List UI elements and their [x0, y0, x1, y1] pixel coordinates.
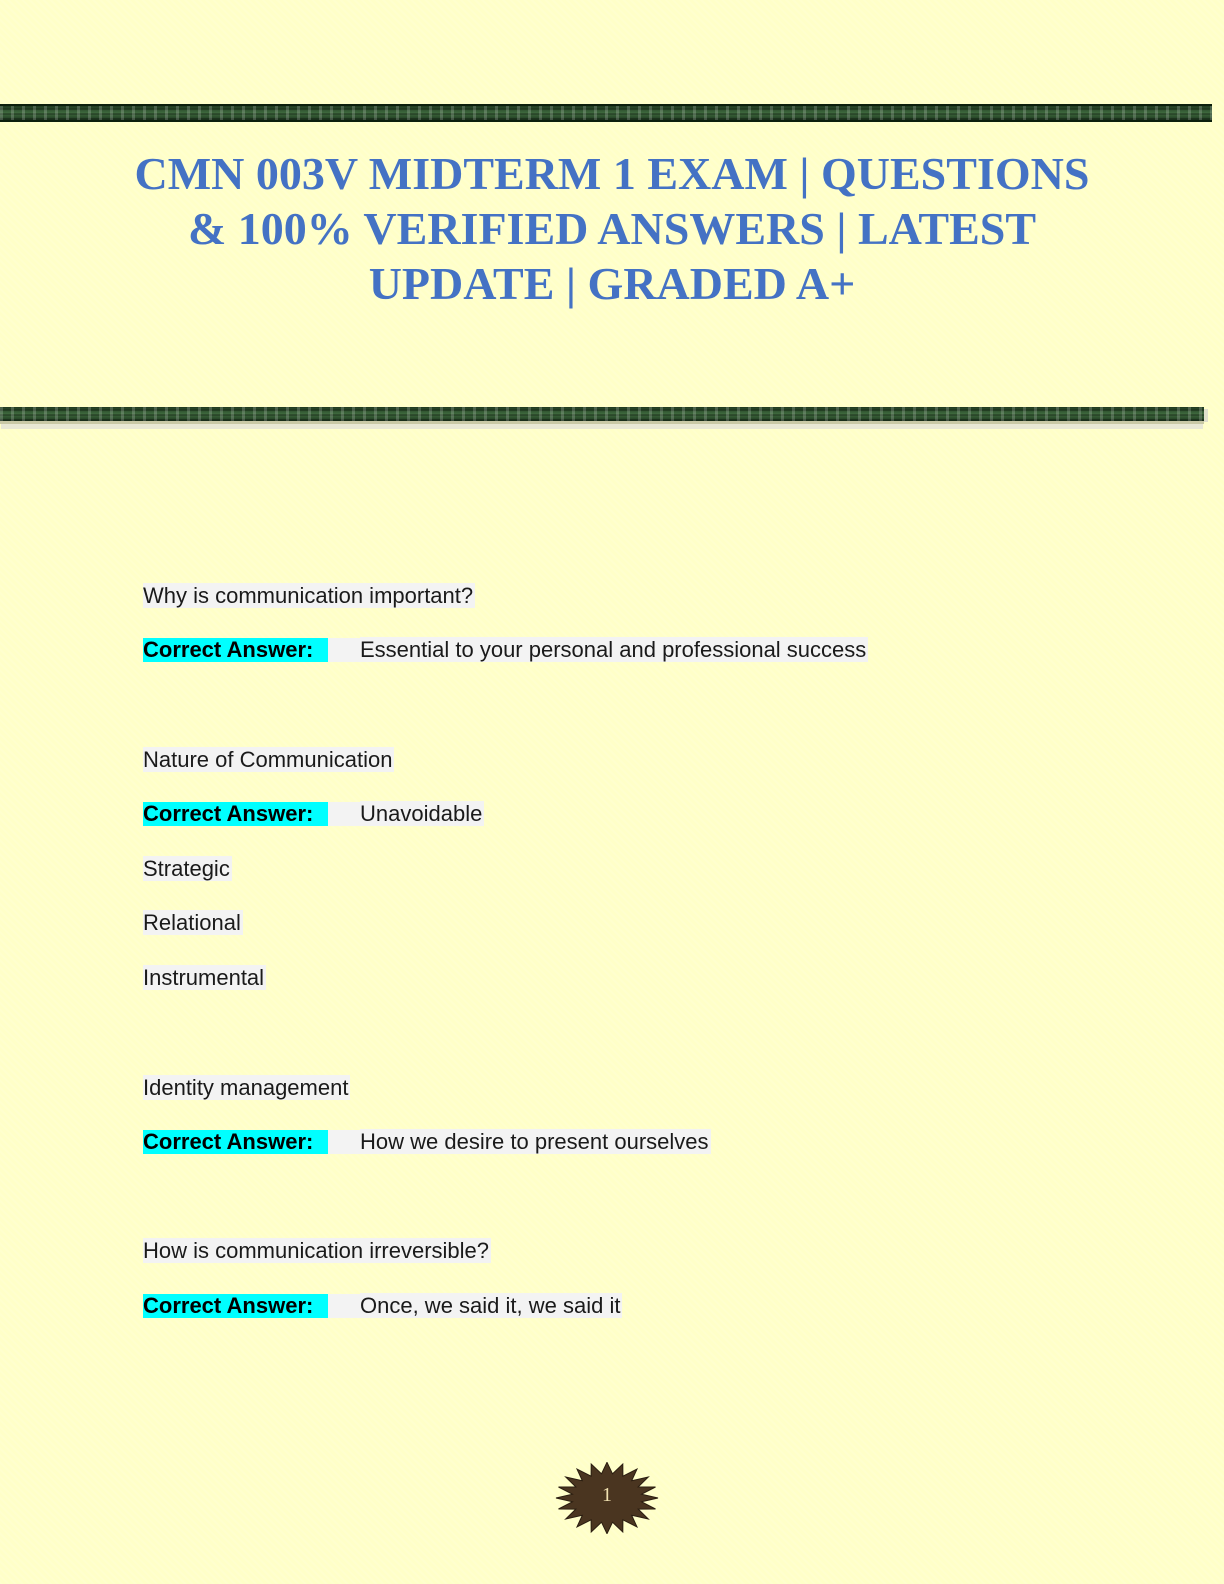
- answer-continuation: [143, 966, 266, 990]
- top-decorative-rule: [0, 104, 1212, 122]
- answer-text: Unavoidable: [360, 801, 483, 826]
- answer-text: Essential to your personal and professional success: [360, 637, 867, 662]
- question-text: Why is communication important?: [143, 583, 474, 608]
- correct-answer-label: Correct Answer:: [143, 1130, 328, 1154]
- answer-row: [143, 1130, 711, 1154]
- bottom-decorative-rule: [0, 407, 1204, 424]
- question: [143, 584, 475, 608]
- page-number: 1: [602, 1484, 612, 1506]
- question-text: Nature of Communication: [143, 747, 393, 772]
- correct-answer-label: Correct Answer:: [143, 1294, 328, 1318]
- answer-text: Once, we said it, we said it: [360, 1293, 621, 1318]
- question-text: Identity management: [143, 1075, 349, 1100]
- document-title: CMN 003V MIDTERM 1 EXAM | QUESTIONS & 100% VERIFIED ANSWERS | LATEST UPDATE | GRADED A+: [134, 148, 1090, 309]
- page-number-badge: [555, 1462, 659, 1534]
- answer-text: How we desire to present ourselves: [360, 1129, 709, 1154]
- question-text: How is communication irreversible?: [143, 1238, 490, 1263]
- answer-continuation: [143, 911, 243, 935]
- answer-line: Relational: [143, 910, 241, 935]
- answer-row: [143, 802, 484, 826]
- correct-answer-label: Correct Answer:: [143, 638, 328, 662]
- question: [143, 1076, 350, 1100]
- question: [143, 1239, 491, 1263]
- correct-answer-label: Correct Answer:: [143, 802, 328, 826]
- answer-line: Instrumental: [143, 965, 265, 990]
- question: [143, 748, 394, 772]
- answer-row: [143, 1294, 622, 1318]
- answer-row: [143, 638, 868, 662]
- answer-continuation: [143, 857, 232, 881]
- answer-line: Strategic: [143, 856, 230, 881]
